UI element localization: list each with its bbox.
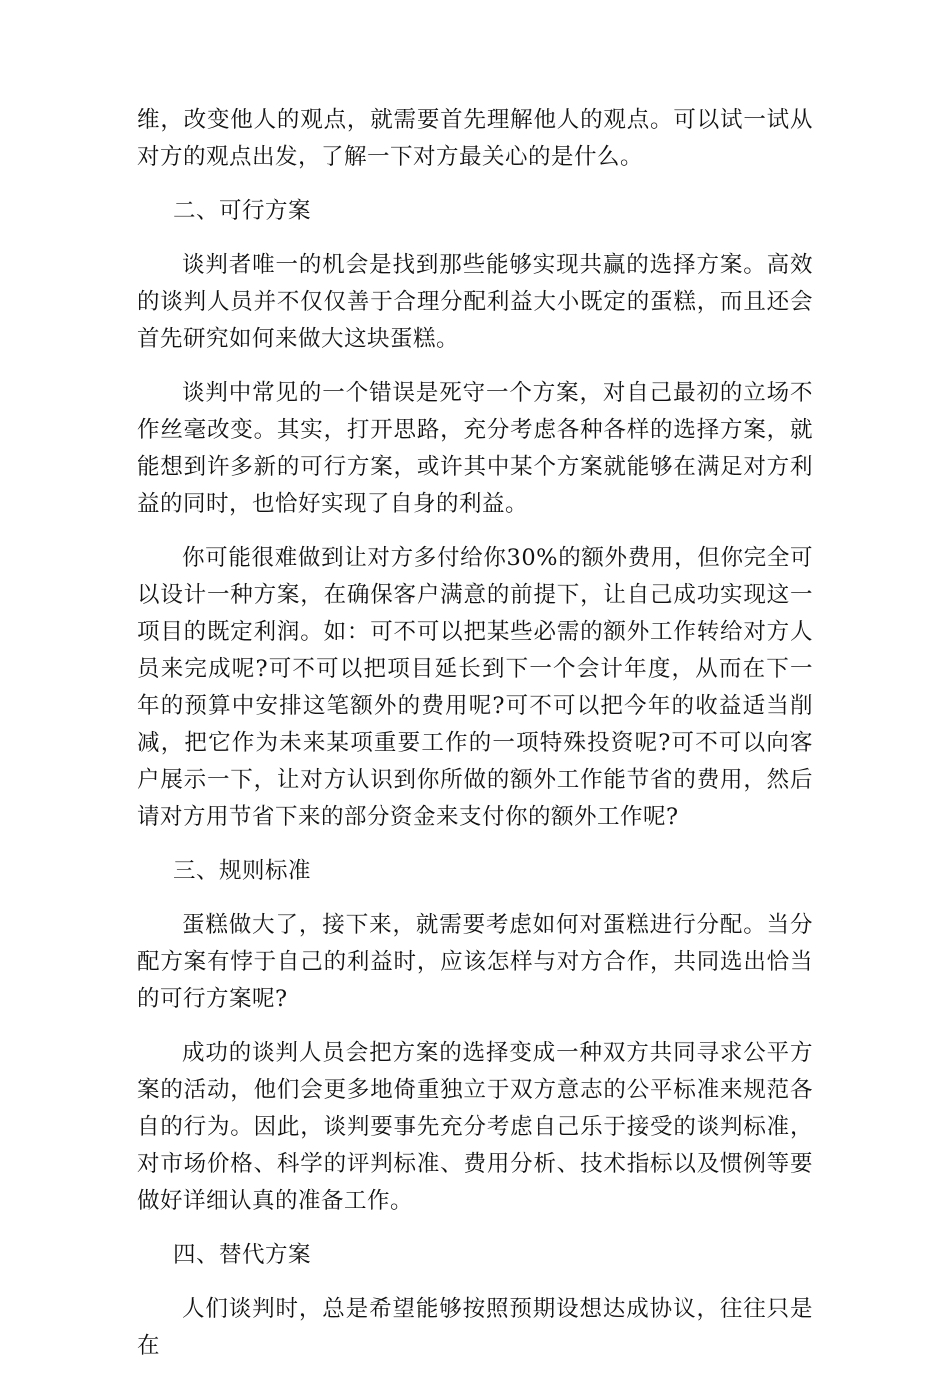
paragraph-continued: 维，改变他人的观点，就需要首先理解他人的观点。可以试一试从对方的观点出发，了解一下对方最关心的是什么。: [137, 107, 813, 170]
paragraph: 成功的谈判人员会把方案的选择变成一种双方共同寻求公平方案的活动，他们会更多地倚重独立于双方意志的公平标准来规范各自的行为。因此，谈判要事先充分考虑自己乐于接受的谈判标准，对市场价格、科学的评判标准、费用分析、技术指标以及惯例等要做好详细认真的准备工作。: [137, 1040, 813, 1214]
paragraph: 蛋糕做大了，接下来，就需要考虑如何对蛋糕进行分配。当分配方案有悖于自己的利益时，应该怎样与对方合作，共同选出恰当的可行方案呢?: [137, 912, 813, 1012]
paragraph: 你可能很难做到让对方多付给你30%的额外费用，但你完全可以设计一种方案，在确保客户满意的前提下，让自己成功实现这一项目的既定利润。如：可不可以把某些必需的额外工作转给对方人员来完成呢?可不可以把项目延长到下一个会计年度，从而在下一年的预算中安排这笔额外的费用呢?可不可以把今年的收益适当削减，把它作为未来某项重要工作的一项特殊投资呢?可不可以向客户展示一下，让对方认识到你所做的额外工作能节省的费用，然后请对方用节省下来的部分资金来支付你的额外工作呢?: [137, 545, 813, 830]
section-heading-rules-standards: 三、规则标准: [173, 858, 312, 884]
paragraph: 谈判者唯一的机会是找到那些能够实现共赢的选择方案。高效的谈判人员并不仅仅善于合理分配利益大小既定的蛋糕，而且还会首先研究如何来做大这块蛋糕。: [137, 252, 813, 352]
paragraph: 人们谈判时，总是希望能够按照预期设想达成协议，往往只是在: [137, 1296, 813, 1359]
paragraph: 谈判中常见的一个错误是死守一个方案，对自己最初的立场不作丝毫改变。其实，打开思路，充分考虑各种各样的选择方案，就能想到许多新的可行方案，或许其中某个方案就能够在满足对方利益的同时，也恰好实现了自身的利益。: [137, 380, 813, 517]
section-heading-alternatives: 四、替代方案: [173, 1242, 312, 1268]
document-body: [137, 102, 813, 1382]
section-heading-feasible-plans: 二、可行方案: [173, 198, 312, 224]
